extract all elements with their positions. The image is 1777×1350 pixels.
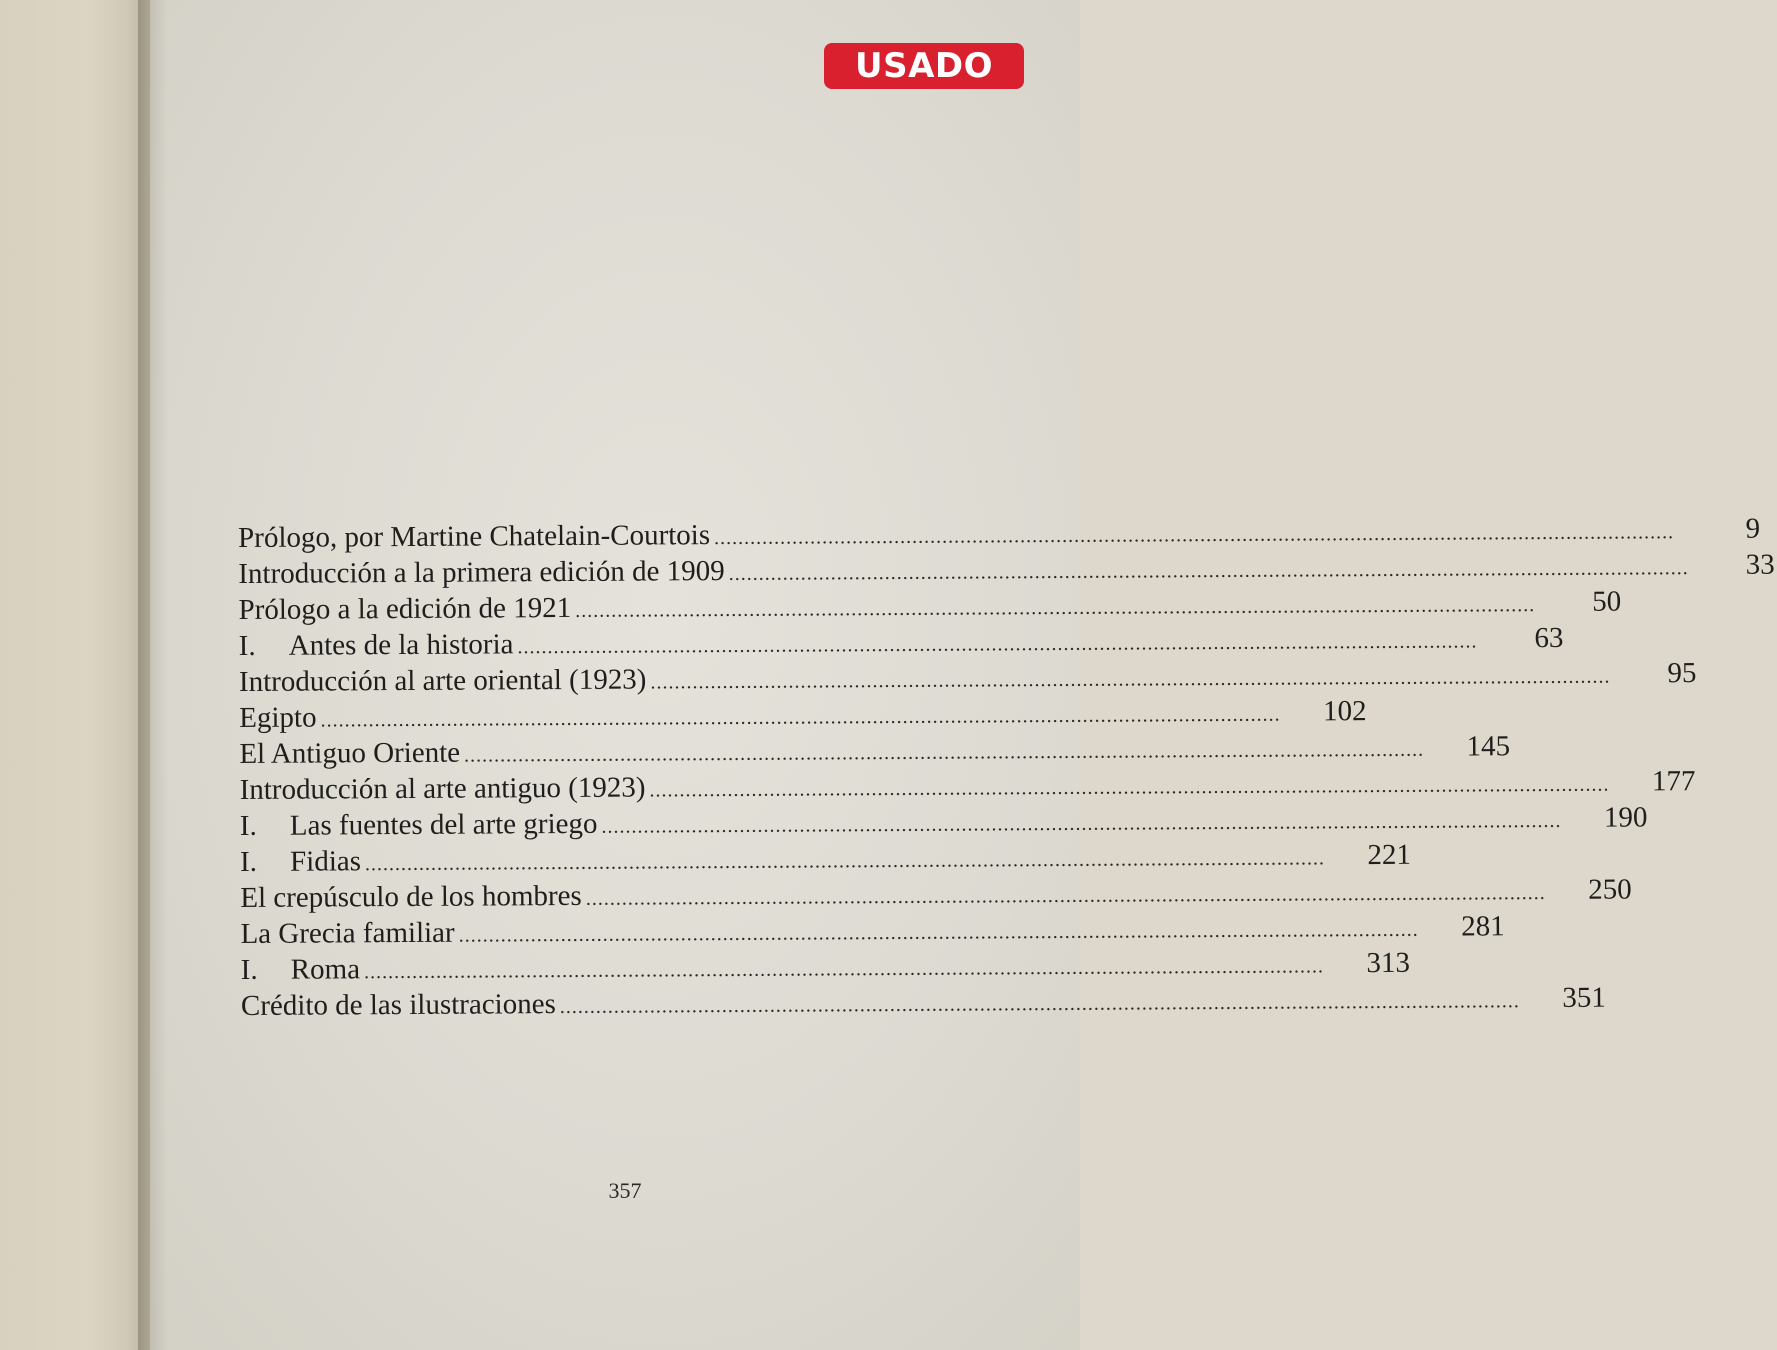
toc-entry — [238, 585, 1622, 630]
toc-entry-page: 102 — [1322, 695, 1367, 728]
toc-entry-page: 95 — [1667, 657, 1697, 690]
toc-entry — [240, 910, 1505, 954]
toc-entry-page: 190 — [1603, 801, 1648, 834]
toc-entry-number: I. — [240, 953, 258, 986]
toc-entry-title — [238, 519, 710, 555]
toc-dot-leader: ................................................................................................................................................................ — [575, 594, 1536, 622]
toc-entry — [240, 981, 1606, 1026]
toc-entry-label: Egipto — [239, 701, 317, 734]
toc-entry-title — [241, 988, 556, 1023]
toc-entry-page: 177 — [1651, 765, 1696, 798]
toc-entry-label: El Antiguo Oriente — [239, 736, 461, 770]
toc-entry-label: Prólogo a la edición de 1921 — [238, 591, 572, 626]
book-spine-shadow — [138, 0, 168, 1350]
toc-entry-title — [240, 845, 361, 879]
toc-entry — [238, 548, 1775, 594]
toc-entry — [239, 765, 1696, 810]
toc-entry-label: Las fuentes del arte griego — [289, 807, 598, 842]
toc-dot-leader: ................................................................................................................................................................ — [464, 738, 1425, 767]
toc-dot-leader: ................................................................................................................................................................ — [728, 557, 1689, 586]
toc-entry-page: 250 — [1588, 873, 1632, 906]
toc-dot-leader: ................................................................................................................................................................ — [458, 918, 1419, 947]
toc-entry-title — [239, 737, 460, 771]
toc-entry — [238, 512, 1761, 558]
toc-entry — [238, 621, 1564, 666]
toc-dot-leader: ................................................................................................................................................................ — [585, 882, 1546, 910]
toc-entry-title — [241, 953, 360, 987]
toc-dot-leader: ................................................................................................................................................................ — [364, 847, 1326, 876]
toc-entry-title — [239, 628, 514, 663]
toc-entry-label: Roma — [290, 953, 361, 986]
toc-entry — [238, 657, 1697, 702]
toc-entry-page: 281 — [1461, 910, 1505, 943]
toc-entry — [239, 838, 1412, 882]
toc-dot-leader: ................................................................................................................................................................ — [601, 809, 1562, 838]
toc-entry-label: La Grecia familiar — [240, 916, 455, 950]
toc-entry-page: 33 — [1745, 548, 1775, 581]
toc-entry-title — [239, 702, 317, 735]
toc-entry — [239, 801, 1648, 846]
toc-entry-title — [240, 808, 598, 843]
toc-dot-leader: ................................................................................................................................................................ — [649, 773, 1610, 802]
toc-entry-page: 63 — [1534, 621, 1564, 655]
toc-entry-title — [238, 555, 725, 591]
toc-entry-title — [239, 664, 647, 699]
toc-entry-title — [240, 772, 646, 807]
toc-entry-page: 9 — [1745, 512, 1761, 545]
toc-entry-title — [238, 592, 571, 627]
toc-entry-label: El crepúsculo de los hombres — [240, 879, 582, 914]
left-facing-page — [0, 0, 150, 1350]
toc-entry-label: Crédito de las ilustraciones — [240, 988, 556, 1022]
page-number: 357 — [608, 1178, 642, 1203]
toc-entry — [239, 730, 1511, 774]
table-of-contents — [238, 512, 1775, 1026]
toc-dot-leader: ................................................................................................................................................................ — [714, 521, 1675, 550]
toc-dot-leader: ................................................................................................................................................................ — [320, 703, 1281, 732]
toc-entry-page: 50 — [1592, 585, 1622, 618]
toc-entry-label: Antes de la historia — [288, 628, 514, 662]
toc-entry-label: Fidias — [289, 845, 362, 878]
toc-entry-number: I. — [239, 809, 257, 842]
toc-entry-title — [240, 880, 582, 915]
toc-entry-page: 221 — [1367, 838, 1412, 872]
toc-entry-page: 351 — [1562, 981, 1606, 1014]
toc-dot-leader: ................................................................................................................................................................ — [650, 665, 1611, 694]
toc-dot-leader: ................................................................................................................................................................ — [517, 630, 1478, 659]
toc-entry-number: I. — [238, 629, 256, 662]
toc-entry-page: 145 — [1466, 730, 1511, 763]
toc-dot-leader: ................................................................................................................................................................ — [559, 990, 1520, 1019]
toc-entry — [240, 873, 1632, 918]
toc-entry-number: I. — [239, 845, 258, 878]
toc-entry — [239, 695, 1367, 738]
toc-entry-title — [240, 917, 454, 951]
toc-entry — [240, 946, 1411, 990]
toc-entry-label: Introducción al arte antiguo (1923) — [239, 771, 646, 806]
toc-dot-leader: ................................................................................................................................................................ — [363, 955, 1325, 984]
used-badge: USADO — [824, 43, 1024, 89]
toc-entry-label: Prólogo, por Martine Chatelain-Courtois — [238, 519, 711, 554]
toc-entry-label: Introducción a la primera edición de 1909 — [238, 555, 725, 590]
toc-entry-label: Introducción al arte oriental (1923) — [238, 663, 647, 698]
toc-entry-page: 313 — [1366, 946, 1411, 980]
